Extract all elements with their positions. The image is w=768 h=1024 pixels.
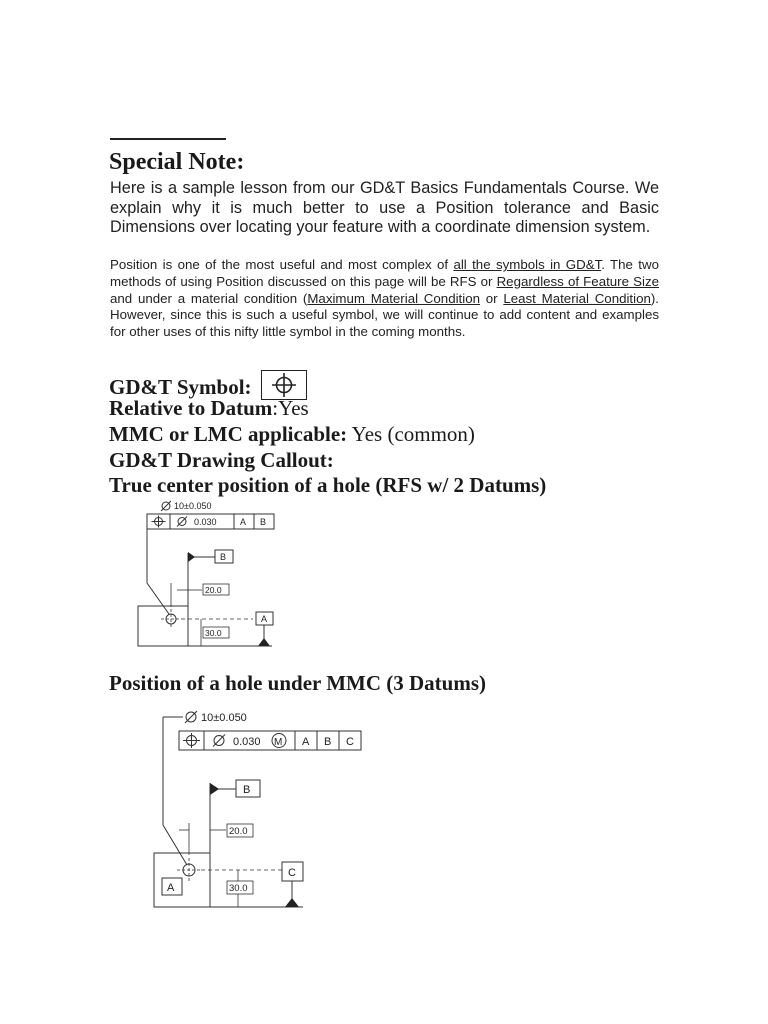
datum-label: Relative to Datum [109, 396, 273, 420]
figure2-heading: Position of a hole under MMC (3 Datums) [109, 671, 487, 695]
callout-label: GD&T Drawing Callout: [109, 448, 334, 472]
figure2-svg [143, 705, 368, 920]
position-icon [262, 371, 306, 399]
callout-line [109, 448, 334, 473]
figure1-size-callout: 10±0.050 [174, 501, 212, 511]
figure2-size-callout: 10±0.050 [201, 712, 247, 724]
mmc-label: MMC or LMC applicable: [109, 422, 348, 446]
figure2-dim-x-label: 20.0 [229, 826, 248, 837]
link-all-symbols[interactable]: all the symbols in GD&T [453, 257, 602, 272]
figure1-part [138, 606, 188, 646]
symbol-label: GD&T Symbol: [109, 375, 252, 399]
link-mmc[interactable]: Maximum Material Condition [307, 290, 480, 306]
intro-paragraph: Here is a sample lesson from our GD&T Basics Fundamentals Course. We explain why it is much better to use a Position tolerance and Basic Dimensions over locating your feature with a coordinate dimension system. [110, 179, 659, 236]
figure2-dim-y-label: 30.0 [229, 883, 248, 894]
figure1-position-icon [152, 516, 166, 528]
figure1-dim-y-label: 30.0 [205, 628, 222, 638]
figure1-dim-x-label: 20.0 [205, 585, 222, 595]
figure2-datum-flag-b-label: B [243, 784, 251, 796]
figure2-datum-ref-c: C [346, 736, 354, 748]
body-text: ). However, since this is such a useful symbol, we will continue to add content and examples for other uses of this nifty little symbol in the coming months. [110, 290, 659, 340]
link-rfs[interactable]: Regardless of Feature Size [496, 273, 659, 289]
figure1-tolerance: 0.030 [194, 517, 217, 527]
body-text: or [479, 290, 504, 306]
figure2-mmc-modifier-label: M [274, 737, 283, 748]
datum-line [109, 396, 309, 421]
figure2-mmc-modifier [272, 734, 286, 749]
figure2-tolerance: 0.030 [233, 736, 261, 748]
body-paragraph [110, 257, 659, 341]
figure1-datum-ref-b: B [260, 517, 267, 527]
figure2-datum-ref-a: A [302, 736, 310, 748]
figure2-position-icon [183, 733, 200, 748]
figure2-datum-a-label: A [167, 882, 175, 894]
mmc-line [109, 422, 475, 447]
body-text: and under a material condition ( [110, 290, 308, 306]
special-note-title: Special Note: [109, 149, 245, 175]
figure2-control-frame [179, 731, 361, 750]
figure1-heading: True center position of a hole (RFS w/ 2 Datums) [109, 473, 547, 497]
figure1-datum-flag-a-label: A [261, 614, 268, 624]
figure1-diameter-icon [177, 517, 187, 527]
figure2-datum-ref-b: B [324, 736, 332, 748]
figure2-datum-flag-c-label: C [288, 867, 296, 879]
figure1-datum-flag-b-label: B [220, 552, 227, 562]
figure2-drawing [143, 705, 368, 925]
datum-value: :Yes [272, 396, 309, 420]
mmc-value: Yes (common) [347, 422, 475, 446]
figure1-heading-line [109, 473, 546, 498]
figure2-diameter-icon [213, 735, 225, 747]
figure1-svg [137, 498, 332, 653]
body-text: . The two methods of using Position discussed on this page will be RFS or [110, 257, 659, 289]
figure1-datum-ref-a: A [240, 517, 247, 527]
figure1-drawing [137, 498, 332, 658]
figure2-heading-line [109, 671, 486, 696]
body-text: Position is one of the most useful and most complex of [110, 257, 454, 272]
link-lmc[interactable]: Least Material Condition [503, 290, 651, 306]
footnote-rule [110, 138, 226, 140]
